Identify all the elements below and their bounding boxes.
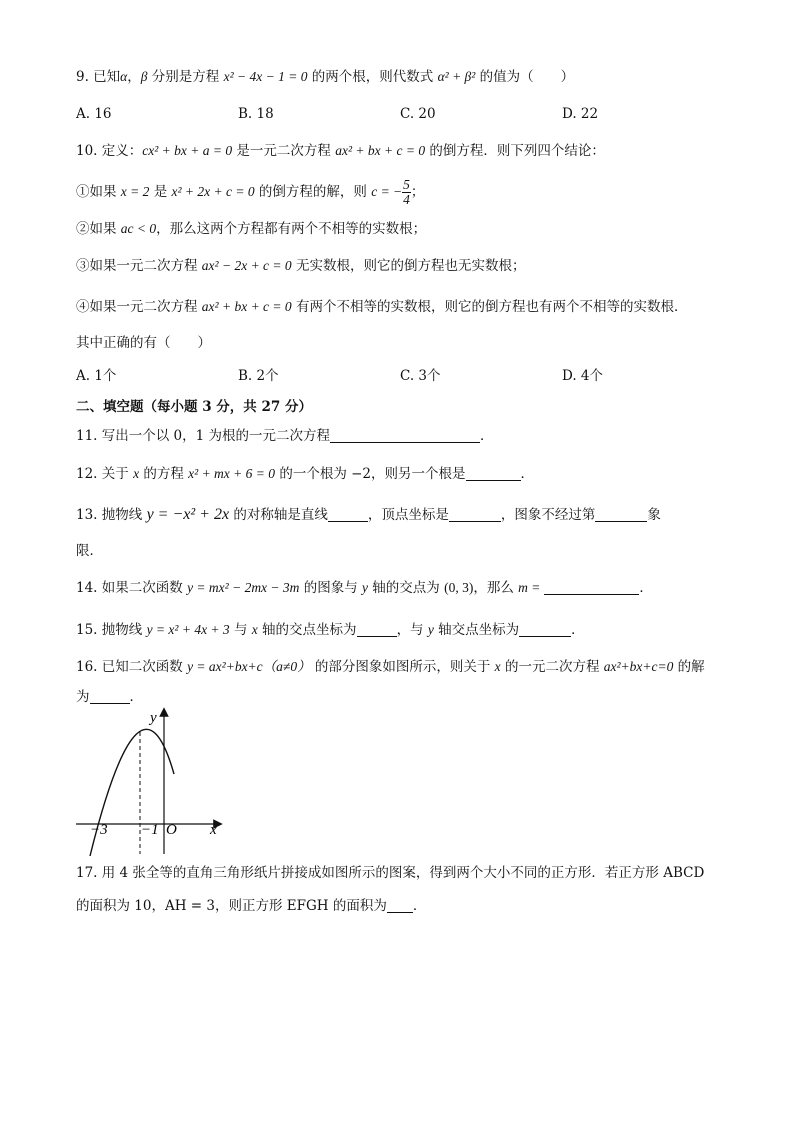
answer-blank[interactable] (519, 622, 571, 637)
q10-option-c: C. 3个 (400, 368, 441, 384)
q10-reverse-equation: cx² + bx + a = 0 (142, 143, 233, 158)
q16-cont: 为 ． (76, 689, 143, 705)
q9-option-a: A. 16 (76, 106, 112, 122)
q9-expression: α² + β² (437, 69, 476, 84)
y-axis-label: y (150, 710, 157, 726)
q10-statement-1: ①如果 x = 2 是 x² + 2x + c = 0 的倒方程的解，则 c = − $\frac{5}{4}$ ； (76, 177, 425, 207)
q10-option-b: B. 2个 (238, 368, 279, 384)
alpha-symbol: α (120, 69, 128, 84)
answer-blank[interactable] (387, 898, 413, 913)
q9-option-d: D. 22 (562, 106, 599, 122)
answer-blank[interactable] (466, 466, 521, 481)
origin-label: O (166, 822, 177, 838)
parabola-graph (76, 706, 226, 858)
q9-equation: x² − 4x − 1 = 0 (223, 69, 308, 84)
tick-neg3: −3 (90, 822, 108, 838)
q10-stem: 10. 定义：cx² + bx + a = 0 是一元二次方程 ax² + bx + c = 0 的倒方程．则下列四个结论： (76, 143, 605, 159)
q14: 14. 如果二次函数 y = mx² − 2mx − 3m 的图象与 y 轴的交点为 (0, 3)，那么 m = ． (76, 580, 653, 596)
q13-cont: 限． (76, 543, 103, 559)
answer-blank[interactable] (595, 507, 647, 522)
q10-statement-2: ②如果 ac < 0，那么这两个方程都有两个不相等的实数根； (76, 221, 427, 237)
q9-option-c: C. 20 (400, 106, 436, 122)
q12: 12. 关于 x 的方程 x² + mx + 6 = 0 的一个根为 −2，则另一个根是 ． (76, 466, 535, 482)
q10-statement-3: ③如果一元二次方程 ax² − 2x + c = 0 无实数根，则它的倒方程也无实数根； (76, 258, 526, 274)
q10-ask: 其中正确的有（ ） (76, 335, 211, 351)
q11: 11. 写出一个以 0，1 为根的一元二次方程 ． (76, 428, 494, 444)
q9-stem: 9. 已知α，β 分别是方程 x² − 4x − 1 = 0 的两个根，则代数式 α² + β² 的值为（ ） (76, 69, 575, 85)
section-2-heading: 二、填空题（每小题 3 分，共 27 分） (76, 399, 312, 415)
q15: 15. 抛物线 y = x² + 4x + 3 与 x 轴的交点坐标为 ，与 y 轴交点坐标为 ． (76, 622, 585, 638)
q17-line-1: 17. 用 4 张全等的直角三角形纸片拼接成如图所示的图案，得到两个大小不同的正方形．若正方形 ABCD (76, 865, 705, 881)
q10-equation: ax² + bx + c = 0 (335, 143, 426, 158)
answer-blank[interactable] (330, 428, 480, 443)
beta-symbol: β (140, 69, 148, 84)
q10-option-a: A. 1个 (76, 368, 117, 384)
fraction-5-4: $\frac{5}{4}$ (403, 177, 410, 207)
answer-blank[interactable] (449, 507, 501, 522)
q16: 16. 已知二次函数 y = ax²+bx+c（a≠0） 的部分图象如图所示，则关于 x 的一元二次方程 ax²+bx+c=0 的解 (76, 659, 705, 675)
answer-blank[interactable] (90, 689, 130, 704)
answer-blank[interactable] (544, 580, 639, 595)
q17-line-2: 的面积为 10，AH = 3，则正方形 EFGH 的面积为 ． (76, 898, 427, 914)
answer-blank[interactable] (357, 622, 397, 637)
tick-neg1: −1 (141, 822, 159, 838)
answer-blank[interactable] (328, 507, 368, 522)
q13: 13. 抛物线 y = −x² + 2x 的对称轴是直线 ，顶点坐标是 ，图象不经过第 象 (76, 506, 661, 523)
q10-option-d: D. 4个 (562, 368, 604, 384)
q10-statement-4: ④如果一元二次方程 ax² + bx + c = 0 有两个不相等的实数根，则它的倒方程也有两个不相等的实数根． (76, 299, 688, 315)
q9-option-b: B. 18 (238, 106, 274, 122)
x-axis-label: x (210, 822, 217, 838)
